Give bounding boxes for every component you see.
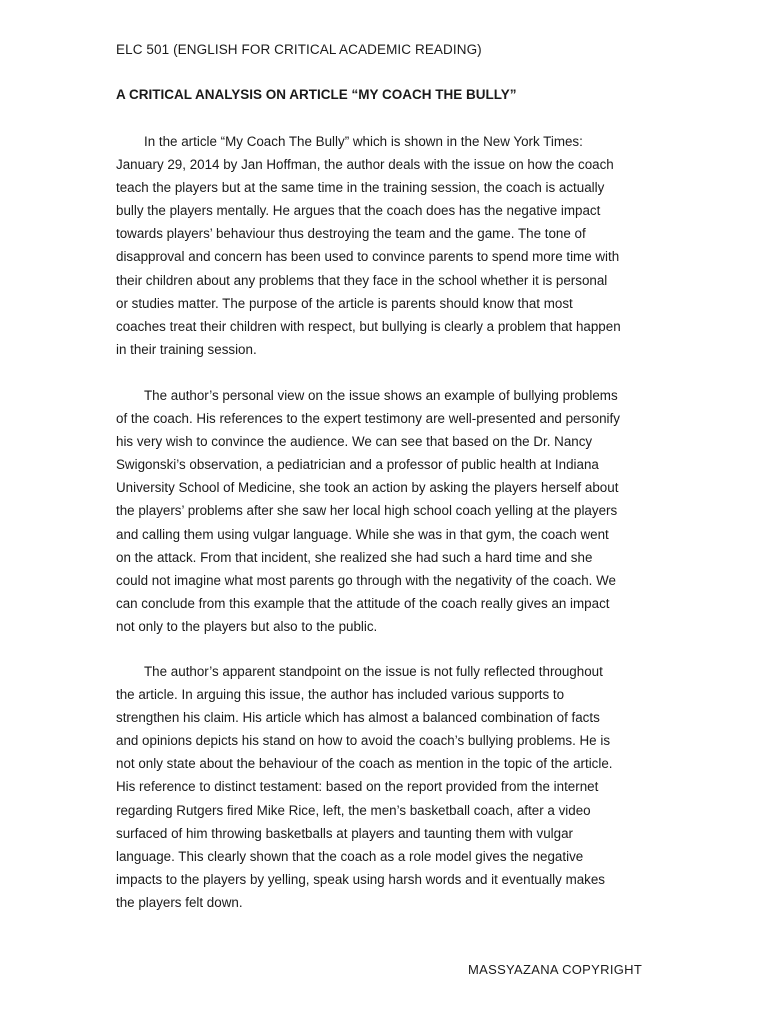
paragraph-line: His reference to distinct testament: based on the report provided from the internet [116,779,599,795]
paragraph-line: the players’ problems after she saw her local high school coach yelling at the players [116,503,618,519]
paragraph-line: The author’s personal view on the issue shows an example of bullying problems [144,388,618,403]
paragraph-line: can conclude from this example that the attitude of the coach really gives an impact [116,595,610,611]
paragraph-line: January 29, 2014 by Jan Hoffman, the author deals with the issue on how the coach [116,157,614,173]
paragraph-1 [116,130,656,361]
paragraph-line: Swigonski’s observation, a pediatrician and a professor of public health at Indiana [116,457,599,473]
paragraph-line: The author’s apparent standpoint on the issue is not fully reflected throughout [144,664,603,679]
paragraph-line: University School of Medicine, she took an action by asking the players herself about [116,480,619,496]
paragraph-line: in their training session. [116,341,257,357]
paragraph-2 [116,384,656,638]
paragraph-line: disapproval and concern has been used to convince parents to spend more time with [116,249,620,265]
paragraph-line: not only to the players but also to the public. [116,618,378,634]
course-header: ELC 501 (ENGLISH FOR CRITICAL ACADEMIC READING) [116,42,482,57]
paragraph-line: the article. In arguing this issue, the author has included various supports to [116,687,565,703]
paragraph-line: towards players’ behaviour thus destroying the team and the game. The tone of [116,226,586,242]
paragraph-line: coaches treat their children with respect, but bullying is clearly a problem that happen [116,318,621,334]
paragraph-line: surfaced of him throwing basketballs at players and taunting them with vulgar [116,825,574,841]
copyright-footer: MASSYAZANA COPYRIGHT [468,962,643,977]
paragraph-line: and calling them using vulgar language. While she was in that gym, the coach went [116,526,609,542]
document-title: A CRITICAL ANALYSIS ON ARTICLE “MY COACH THE BULLY” [116,87,517,102]
paragraph-line: the players felt down. [116,894,243,910]
paragraph-line: and opinions depicts his stand on how to avoid the coach’s bullying problems. He is [116,733,611,749]
paragraph-line: of the coach. His references to the expert testimony are well-presented and personify [116,411,620,427]
paragraph-line: regarding Rutgers fired Mike Rice, left, the men’s basketball coach, after a video [116,802,591,818]
paragraph-line: could not imagine what most parents go through with the negativity of the coach. We [116,572,616,588]
paragraph-line: not only state about the behaviour of the coach as mention in the topic of the article. [116,756,613,772]
paragraph-line: or studies matter. The purpose of the article is parents should know that most [116,295,573,311]
paragraph-line: strengthen his claim. His article which has almost a balanced combination of facts [116,710,600,726]
paragraph-3 [116,660,656,914]
paragraph-line: impacts to the players by yelling, speak using harsh words and it eventually makes [116,871,606,887]
paragraph-line: their children about any problems that they face in the school whether it is personal [116,272,608,288]
paragraph-line: teach the players but at the same time in the training session, the coach is actually [116,180,605,196]
paragraph-line: his very wish to convince the audience. We can see that based on the Dr. Nancy [116,434,593,450]
paragraph-line: In the article “My Coach The Bully” which is shown in the New York Times: [144,134,583,149]
paragraph-line: language. This clearly shown that the coach as a role model gives the negative [116,848,584,864]
paragraph-line: on the attack. From that incident, she realized she had such a hard time and she [116,549,593,565]
paragraph-line: bully the players mentally. He argues that the coach does has the negative impact [116,203,601,219]
